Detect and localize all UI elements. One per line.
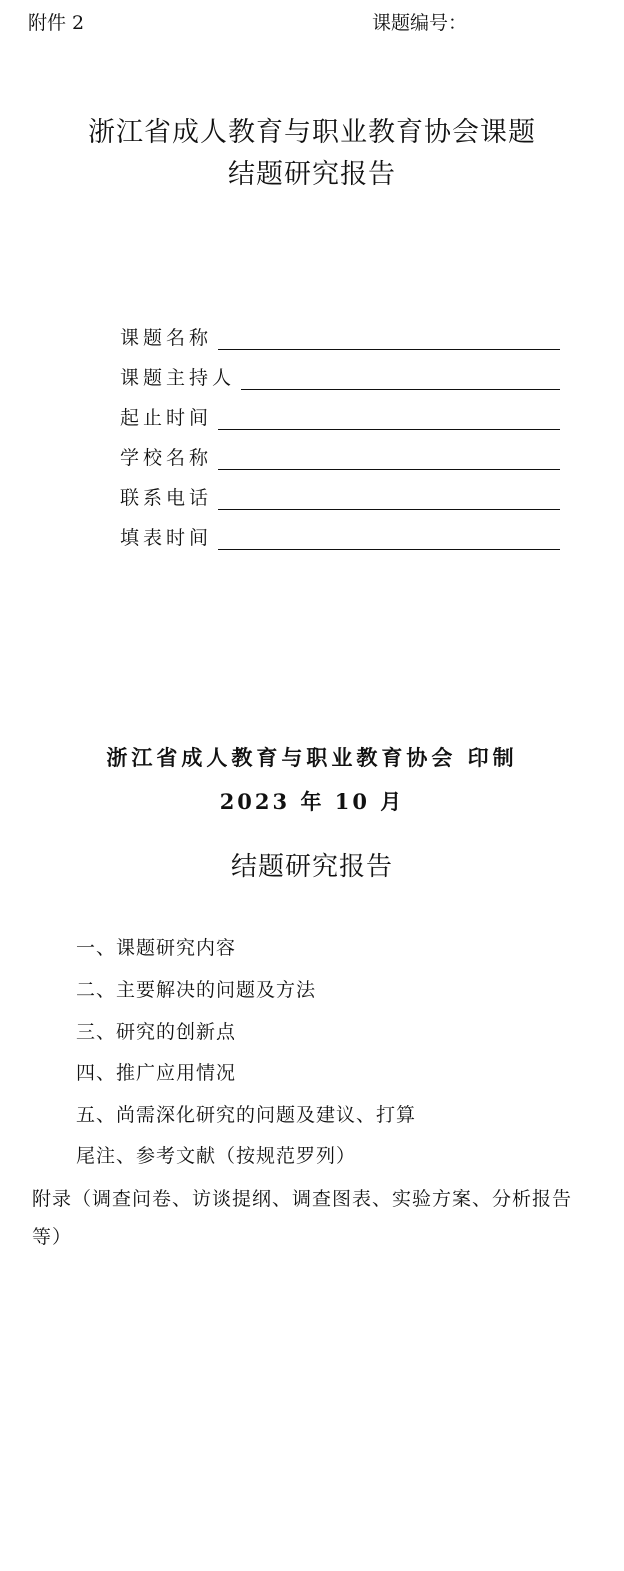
publish-date: 2023 年 10 月 [219, 789, 405, 814]
school-name-field[interactable] [218, 449, 560, 470]
attachment-label: 附件 2 [28, 12, 85, 34]
form-label-period: 起止时间 [120, 407, 213, 429]
report-title: 结题研究报告 [230, 852, 393, 882]
section-item: 一、课题研究内容 [76, 937, 237, 959]
fill-date-field[interactable] [218, 529, 560, 550]
period-field[interactable] [218, 409, 560, 430]
project-number-label: 课题编号： [372, 12, 468, 34]
section-item: 尾注、参考文献（按规范罗列） [76, 1145, 357, 1167]
project-leader-field[interactable] [241, 369, 560, 390]
document-title-line2: 结题研究报告 [228, 159, 396, 190]
form-label-project-leader: 课题主持人 [120, 367, 236, 389]
section-item: 四、推广应用情况 [76, 1062, 237, 1084]
publisher-line: 浙江省成人教育与职业教育协会 印制 [106, 745, 518, 770]
appendix-text: 附录（调查问卷、访谈提纲、调查图表、实验方案、分析报告等） [32, 1188, 573, 1248]
section-item: 三、研究的创新点 [76, 1021, 237, 1043]
form-label-fill-date: 填表时间 [120, 527, 213, 549]
form-label-phone: 联系电话 [120, 487, 213, 509]
document-title-line1: 浙江省成人教育与职业教育协会课题 [88, 117, 536, 148]
form-label-school-name: 学校名称 [120, 447, 213, 469]
form-label-project-name: 课题名称 [120, 327, 213, 349]
form-row-phone [120, 482, 560, 510]
form-row-project-name [120, 322, 560, 350]
form-row-fill-date [120, 522, 560, 550]
project-name-field[interactable] [218, 329, 560, 350]
form-row-school-name [120, 442, 560, 470]
form-row-project-leader [120, 362, 560, 390]
phone-field[interactable] [218, 489, 560, 510]
form-row-period [120, 402, 560, 430]
section-item: 五、尚需深化研究的问题及建议、打算 [76, 1104, 417, 1126]
section-item: 二、主要解决的问题及方法 [76, 979, 317, 1001]
